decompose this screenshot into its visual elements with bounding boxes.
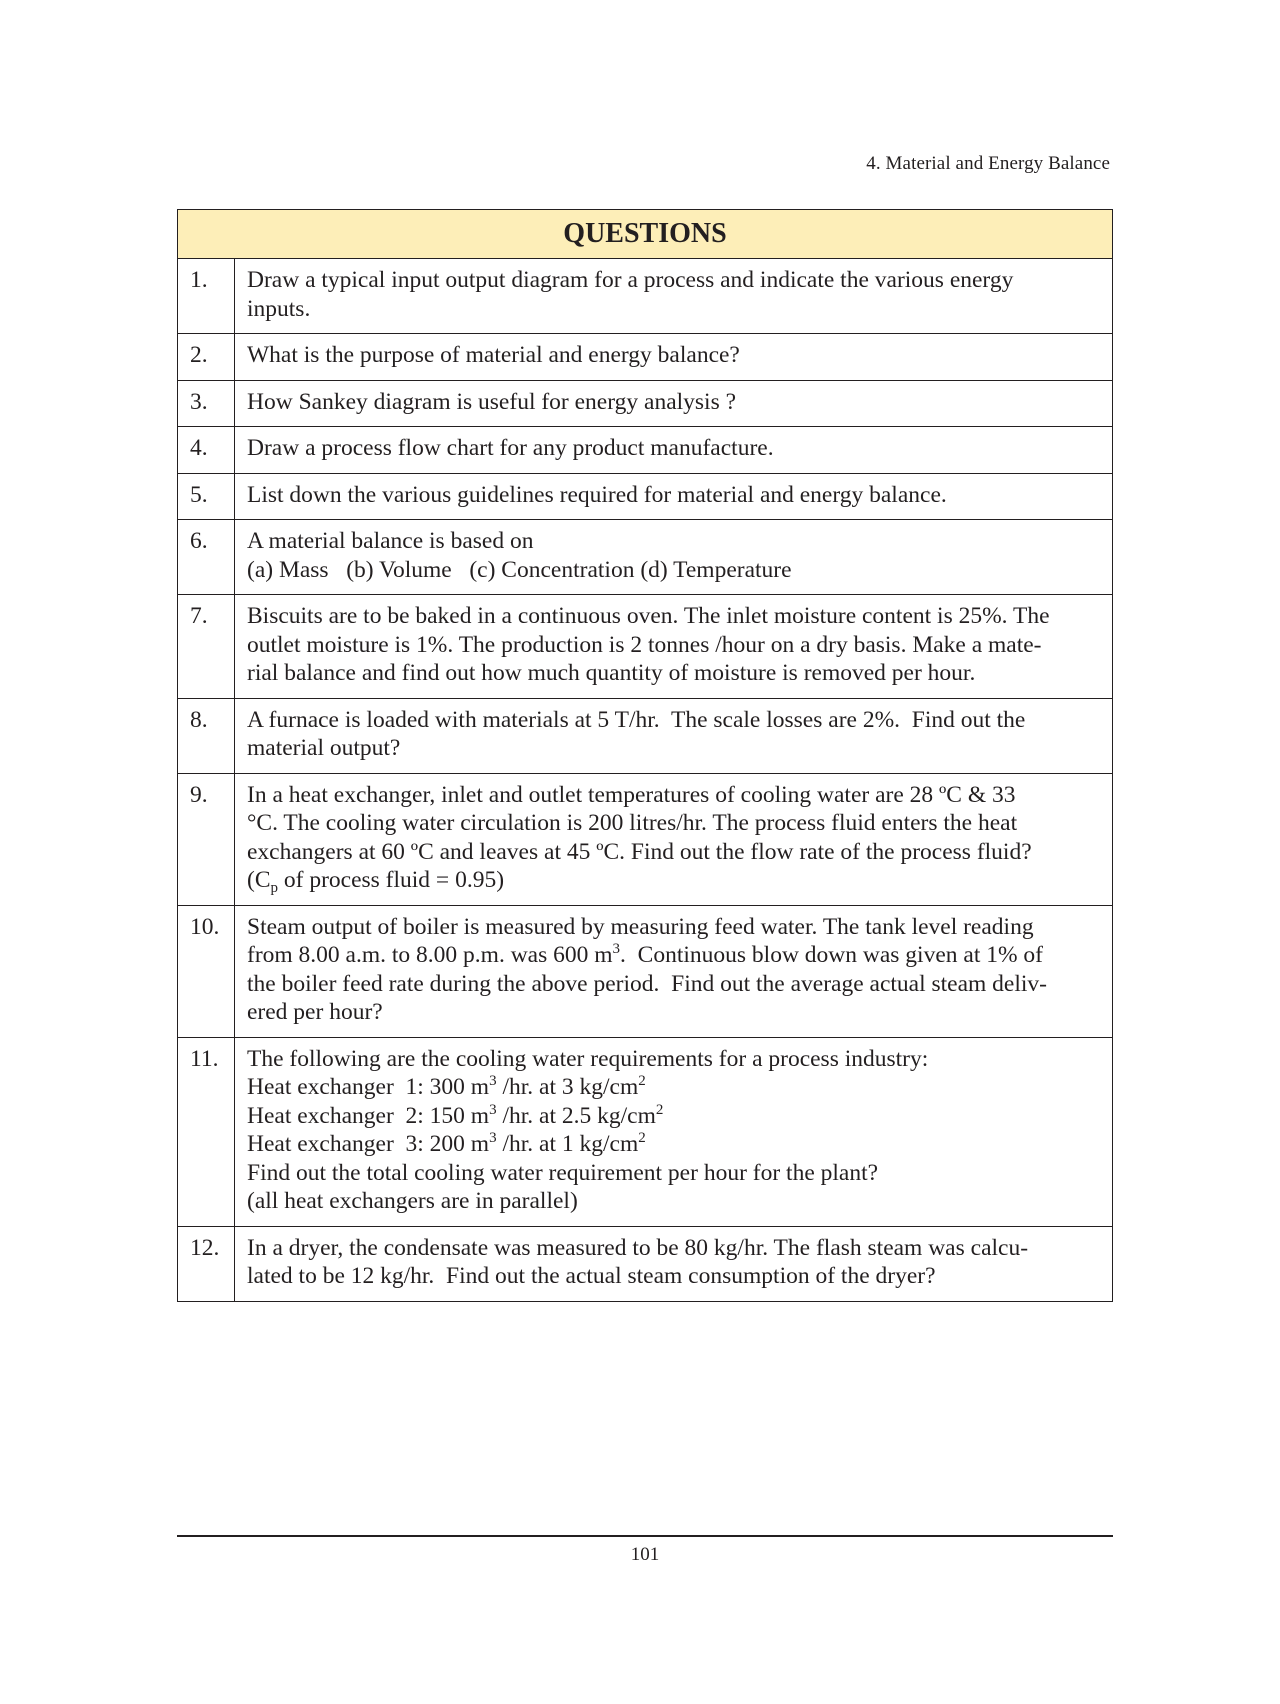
question-line: outlet moisture is 1%. The production is 2 tonnes /hour on a dry basis. Make a mate- [247,631,1042,658]
line-part: . Continuous blow down was given at 1% of [620,942,1043,968]
question-note: (all heat exchangers are in parallel) [247,1188,578,1214]
question-number: 5. [178,473,235,520]
question-line: Draw a typical input output diagram for a process and indicate the various energy [247,267,1014,293]
question-row-11 [178,1037,1113,1226]
superscript: 2 [638,1073,646,1089]
cp-rest: of process fluid = 0.95) [278,867,505,893]
superscript: 3 [489,1101,497,1118]
question-line: List down the various guidelines required for material and energy balance. [247,481,947,508]
question-options: (a) Mass (b) Volume (c) Concentration (d) Temperature [247,556,792,583]
question-text [235,595,1113,699]
question-line: In a dryer, the condensate was measured to be 80 kg/hr. The flash steam was calcu- [247,1234,1029,1261]
question-number: 9. [178,773,235,905]
question-number: 12. [178,1226,235,1301]
question-line: Biscuits are to be baked in a continuous oven. The inlet moisture content is 25%. The [247,603,1050,629]
table-title: QUESTIONS [178,210,1113,259]
question-row-9 [178,773,1113,905]
questions-table [177,209,1113,1302]
question-line: In a heat exchanger, inlet and outlet temperatures of cooling water are 28 ºC & 33 [247,781,1016,808]
question-number: 7. [178,595,235,699]
question-line: What is the purpose of material and energy balance? [247,342,740,368]
question-line: Steam output of boiler is measured by measuring feed water. The tank level reading [247,913,1034,940]
question-line: How Sankey diagram is useful for energy analysis ? [247,388,737,415]
question-text [235,905,1113,1037]
question-line: rial balance and find out how much quantity of moisture is removed per hour. [247,660,976,686]
running-header: 4. Material and Energy Balance [866,153,1110,174]
exchanger-label: Heat exchanger 2: 150 m [247,1102,490,1129]
question-text [235,427,1113,474]
question-number: 2. [178,334,235,381]
exchanger-rate: /hr. at 1 kg/cm [496,1131,639,1157]
question-text [235,1226,1113,1301]
footer-rule [177,1535,1113,1537]
superscript: 2 [655,1101,664,1118]
question-line: A material balance is based on [247,528,534,554]
question-line: the boiler feed rate during the above period. Find out the average actual steam deliv- [247,970,1047,997]
question-row-6 [178,520,1113,595]
question-text [235,473,1113,520]
question-text [235,698,1113,773]
question-line: Draw a process flow chart for any product manufacture. [247,435,774,461]
page-number: 101 [630,1544,660,1565]
superscript: 3 [489,1073,497,1089]
question-number: 11. [178,1037,235,1226]
question-line: exchangers at 60 ºC and leaves at 45 ºC. Find out the flow rate of the process fluid? [247,838,1032,865]
exchanger-label: Heat exchanger 1: 300 m [247,1074,490,1100]
exchanger-label: Heat exchanger 3: 200 m [247,1131,490,1157]
question-text [235,773,1113,905]
superscript: 3 [612,941,621,957]
question-row-2 [178,334,1113,381]
question-row-5 [178,473,1113,520]
exchanger-rate: /hr. at 2.5 kg/cm [496,1102,656,1129]
question-number: 4. [178,427,235,474]
question-line: The following are the cooling water requirements for a process industry: [247,1045,929,1072]
question-text [235,259,1113,334]
question-line [247,866,1100,895]
cp-open: (C [247,867,271,893]
line-part: from 8.00 a.m. to 8.00 p.m. was 600 m [247,942,613,968]
question-row-12 [178,1226,1113,1301]
question-text [235,1037,1113,1226]
question-number: 8. [178,698,235,773]
question-row-8 [178,698,1113,773]
question-number: 1. [178,259,235,334]
question-line: ered per hour? [247,999,383,1025]
question-number: 10. [178,905,235,1037]
question-text [235,520,1113,595]
question-number: 3. [178,380,235,427]
question-line: Find out the total cooling water requirement per hour for the plant? [247,1159,879,1186]
question-row-7 [178,595,1113,699]
exchanger-line [247,1102,1100,1131]
exchanger-rate: /hr. at 3 kg/cm [496,1074,639,1100]
cp-subscript: p [270,880,278,896]
question-row-4 [178,427,1113,474]
question-row-3 [178,380,1113,427]
question-row-1 [178,259,1113,334]
question-text [235,380,1113,427]
exchanger-line [247,1073,1100,1102]
question-line: lated to be 12 kg/hr. Find out the actual steam consumption of the dryer? [247,1263,936,1289]
question-line: A furnace is loaded with materials at 5 T/hr. The scale losses are 2%. Find out the [247,706,1026,733]
question-number: 6. [178,520,235,595]
superscript: 2 [638,1130,646,1146]
question-line: °C. The cooling water circulation is 200 litres/hr. The process fluid enters the heat [247,810,1018,836]
question-line [247,941,1100,970]
exchanger-line [247,1130,1100,1159]
superscript: 3 [489,1130,497,1146]
question-line: material output? [247,735,401,761]
question-line: inputs. [247,295,311,322]
question-text [235,334,1113,381]
question-row-10 [178,905,1113,1037]
